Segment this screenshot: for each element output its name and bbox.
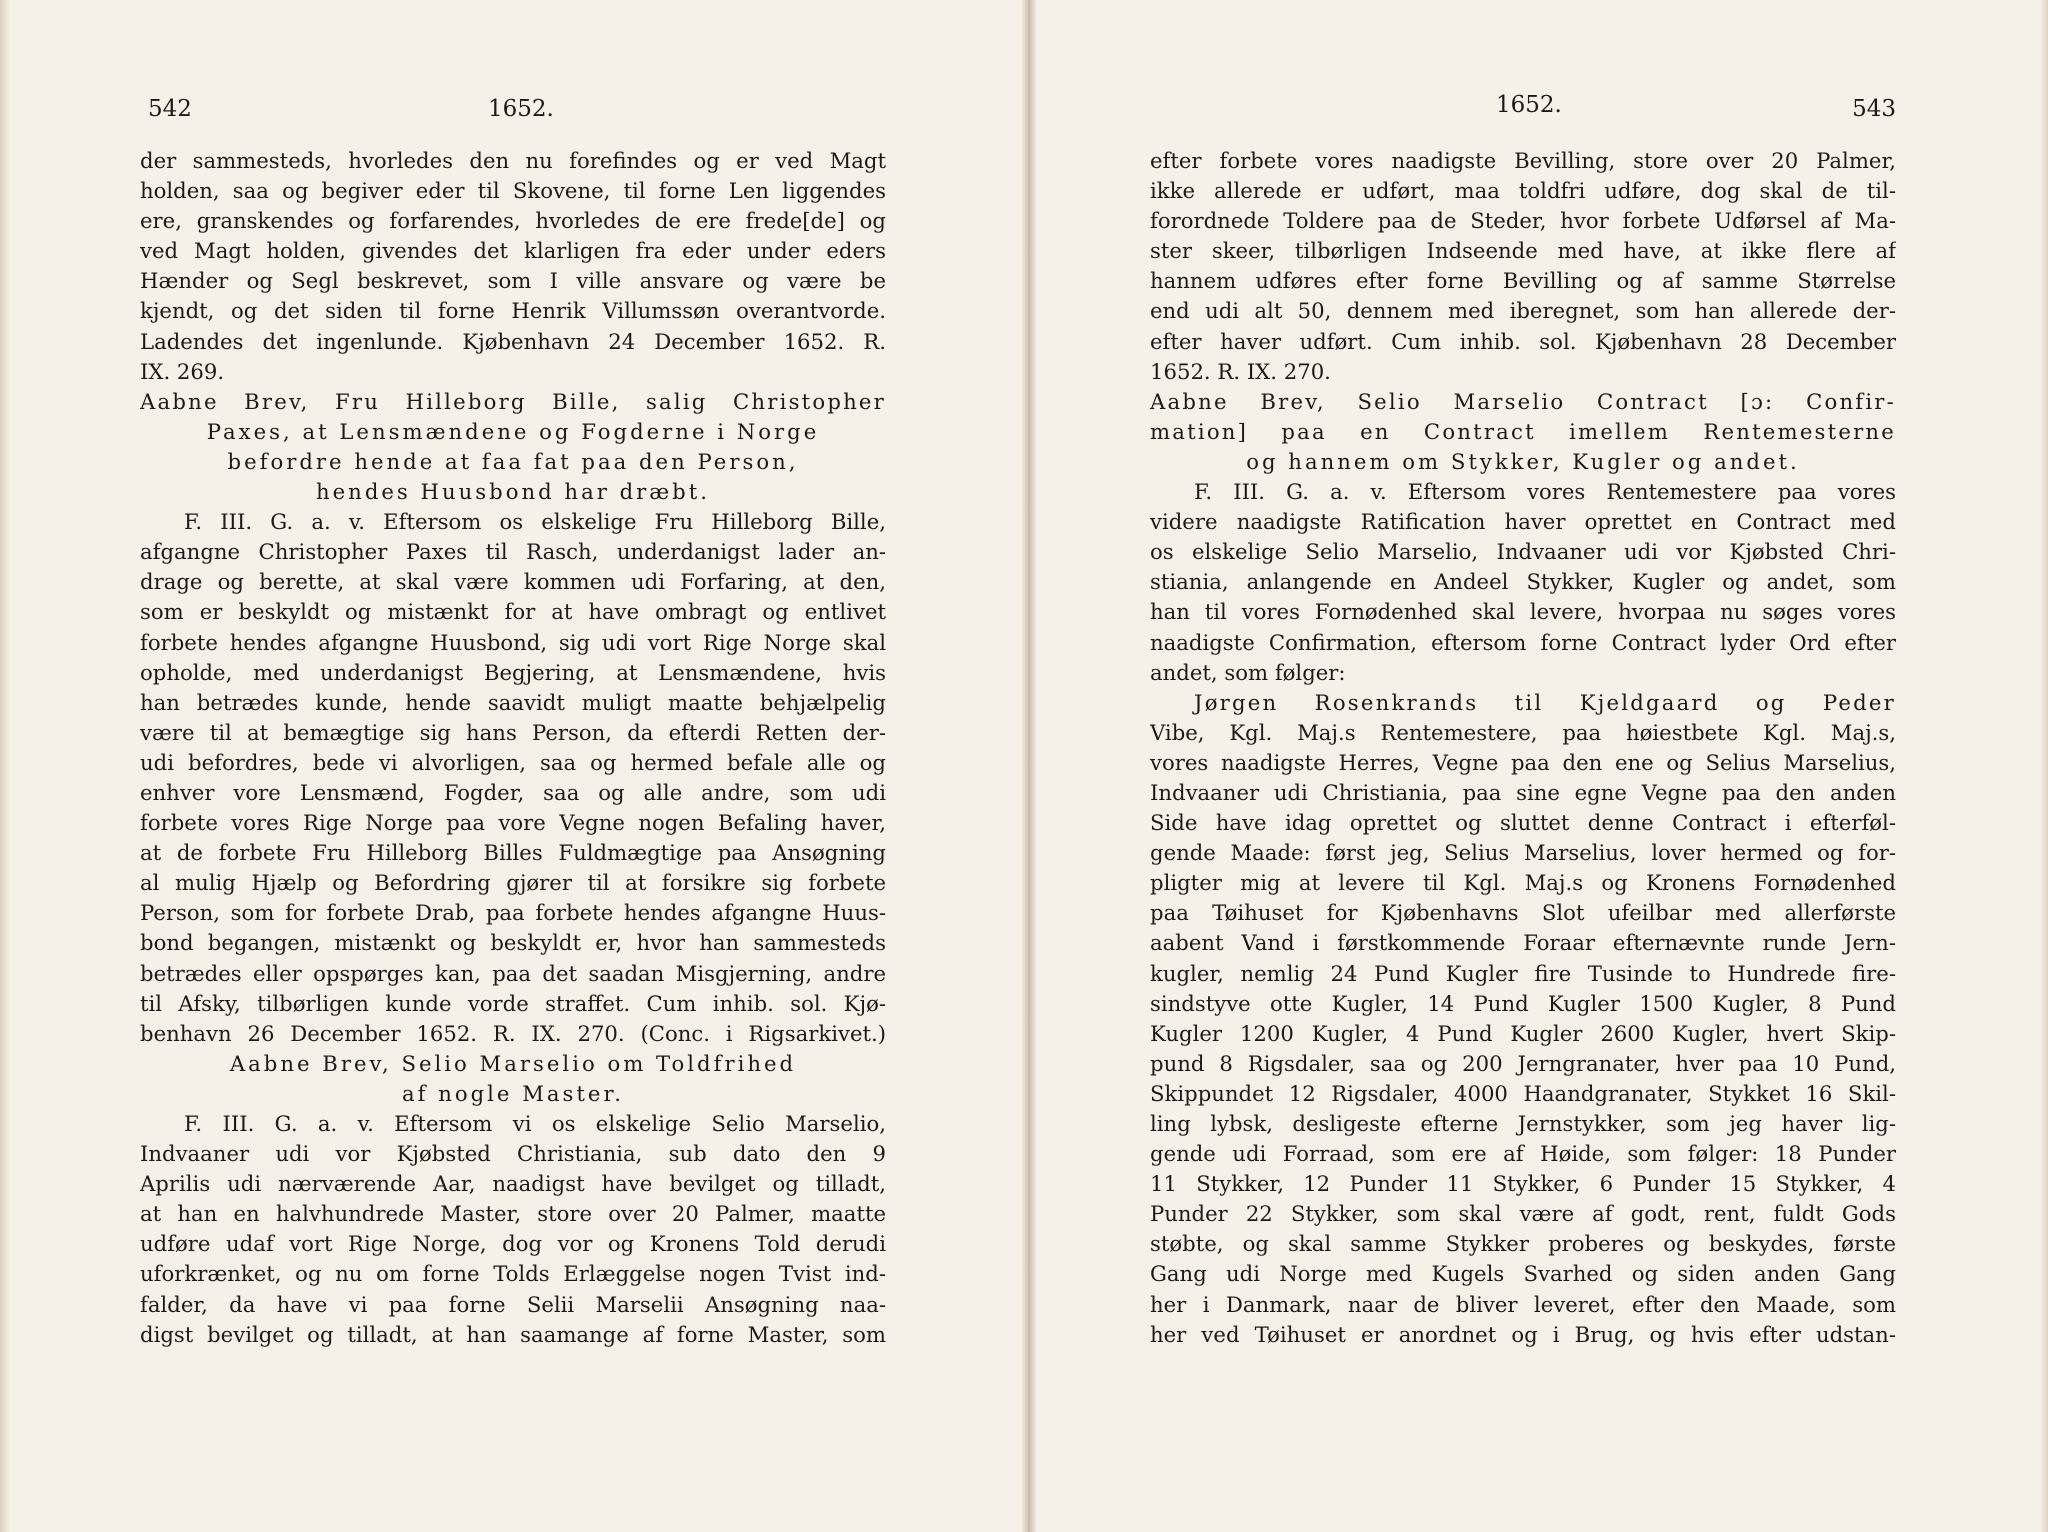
text-line: forbete vores Rige Norge paa vore Vegne nogen Befaling haver,: [140, 810, 886, 836]
text-line: at de forbete Fru Hilleborg Billes Fuldmægtige paa Ansøgning: [140, 840, 886, 866]
text-line: Punder 22 Stykker, som skal være af godt, rent, fuldt Gods: [1150, 1201, 1896, 1227]
text-line: Person, som for forbete Drab, paa forbete hendes afgangne Huus-: [140, 900, 886, 926]
text-line: Indvaaner udi Christiania, paa sine egne Vegne paa den anden: [1150, 779, 1896, 805]
text-line: drage og berette, at skal være kommen udi Forfaring, at den,: [140, 569, 886, 595]
left-running-year: 1652.: [488, 96, 554, 122]
text-line: F. III. G. a. v. Eftersom vi os elskelige Selio Marselio,: [184, 1111, 886, 1136]
text-line: ling lybsk, desligeste efterne Jernstykker, som jeg haver lig-: [1150, 1111, 1896, 1136]
text-line: digst bevilget og tilladt, at han saamange af forne Master, som: [140, 1321, 886, 1347]
text-line: end udi alt 50, dennem med iberegnet, som han allerede der-: [1150, 298, 1896, 324]
text-line: aabent Vand i førstkommende Foraar efternævnte runde Jern-: [1150, 930, 1896, 956]
text-line: Aabne Brev, Fru Hilleborg Bille, salig Christopher: [140, 388, 886, 414]
text-line: os elskelige Selio Marselio, Indvaaner udi vor Kjøbsted Chri-: [1150, 539, 1896, 565]
text-line: mation] paa en Contract imellem Rentemesterne: [1150, 418, 1896, 444]
text-line: af nogle Master.: [401, 1080, 624, 1106]
text-line: befordre hende at faa fat paa den Person,: [227, 448, 799, 474]
text-line: Side have idag oprettet og sluttet denne Contract i efterføl-: [1150, 810, 1896, 836]
text-line: andet, som følger:: [1150, 659, 1346, 685]
right-running-year: 1652.: [1496, 92, 1562, 118]
text-line: kugler, nemlig 24 Pund Kugler fire Tusinde to Hundrede fire-: [1150, 960, 1896, 986]
text-line: forbete hendes afgangne Huusbond, sig udi vort Rige Norge skal: [140, 629, 886, 655]
text-line: Gang udi Norge med Kugels Svarhed og siden anden Gang: [1150, 1261, 1896, 1287]
text-line: videre naadigste Ratification haver oprettet en Contract med: [1150, 509, 1896, 535]
text-line: al mulig Hjælp og Befordring gjører til at forsikre sig forbete: [140, 870, 886, 896]
left-page-body: [140, 146, 886, 1350]
text-line: hannem udføres efter forne Bevilling og af samme Størrelse: [1150, 268, 1896, 294]
text-line: efter forbete vores naadigste Bevilling, store over 20 Palmer,: [1150, 148, 1896, 173]
text-line: uforkrænket, og nu om forne Tolds Erlæggelse nogen Tvist ind-: [140, 1261, 886, 1287]
text-line: paa Tøihuset for Kjøbenhavns Slot ufeilbar med allerførste: [1150, 900, 1896, 926]
text-line: her ved Tøihuset er anordnet og i Brug, og hvis efter udstan-: [1150, 1321, 1896, 1347]
text-line: enhver vore Lensmænd, Fogder, saa og alle andre, som udi: [140, 779, 886, 805]
text-line: Paxes, at Lensmændene og Fogderne i Norge: [206, 418, 820, 444]
text-line: kjendt, og det siden til forne Henrik Villumssøn overantvorde.: [140, 298, 886, 324]
right-page: [1150, 92, 1896, 1350]
text-line: Aabne Brev, Selio Marselio om Toldfrihed: [229, 1050, 797, 1076]
text-line: 1652. R. IX. 270.: [1150, 358, 1331, 384]
left-page-header: [140, 92, 886, 132]
text-line: Jørgen Rosenkrands til Kjeldgaard og Peder: [1194, 689, 1896, 715]
text-line: Ladendes det ingenlunde. Kjøbenhavn 24 December 1652. R.: [140, 328, 886, 354]
text-line: F. III. G. a. v. Eftersom vores Rentemestere paa vores: [1194, 479, 1896, 505]
book-gutter: [1022, 0, 1036, 1532]
text-line: efter haver udført. Cum inhib. sol. Kjøbenhavn 28 December: [1150, 328, 1896, 354]
text-line: vores naadigste Herres, Vegne paa den ene og Selius Marselius,: [1150, 749, 1896, 775]
text-line: ikke allerede er udført, maa toldfri udføre, dog skal de til-: [1150, 178, 1896, 204]
text-line: Aprilis udi nærværende Aar, naadigst have bevilget og tilladt,: [140, 1171, 886, 1197]
right-page-body: [1150, 146, 1896, 1350]
text-line: Indvaaner udi vor Kjøbsted Christiania, sub dato den 9: [140, 1141, 886, 1167]
text-line: holden, saa og begiver eder til Skovene, til forne Len liggendes: [140, 178, 886, 204]
text-line: udføre udaf vort Rige Norge, dog vor og Kronens Told derudi: [140, 1231, 886, 1257]
text-line: benhavn 26 December 1652. R. IX. 270. (Conc. i Rigsarkivet.): [140, 1020, 886, 1046]
text-line: falder, da have vi paa forne Selii Marselii Ansøgning naa-: [140, 1291, 886, 1317]
text-line: IX. 269.: [140, 358, 225, 384]
text-line: som er beskyldt og mistænkt for at have ombragt og entlivet: [140, 599, 886, 625]
text-line: Vibe, Kgl. Maj.s Rentemestere, paa høiestbete Kgl. Maj.s,: [1150, 719, 1896, 745]
text-line: afgangne Christopher Paxes til Rasch, underdanigst lader an-: [140, 539, 886, 565]
text-line: her i Danmark, naar de bliver leveret, efter den Maade, som: [1150, 1291, 1896, 1317]
text-line: Hænder og Segl beskrevet, som I ville ansvare og være be: [140, 268, 886, 294]
text-line: der sammesteds, hvorledes den nu forefindes og er ved Magt: [140, 148, 886, 173]
text-line: ster skeer, tilbørligen Indseende med have, at ikke flere af: [1150, 238, 1896, 264]
text-line: og hannem om Stykker, Kugler og andet.: [1246, 448, 1800, 474]
right-edge-shadow: [2040, 0, 2048, 1532]
text-line: at han en halvhundrede Master, store over 20 Palmer, maatte: [140, 1201, 886, 1227]
text-line: opholde, med underdanigst Begjering, at Lensmændene, hvis: [140, 659, 886, 685]
text-line: være til at bemægtige sig hans Person, da efterdi Retten der-: [140, 719, 886, 745]
text-line: naadigste Confirmation, eftersom forne Contract lyder Ord efter: [1150, 629, 1896, 655]
right-page-number: 543: [1852, 96, 1896, 122]
right-page-header: [1150, 92, 1896, 132]
text-line: gende Maade: først jeg, Selius Marselius, lover hermed og for-: [1150, 840, 1896, 866]
text-line: betrædes eller opspørges kan, paa det saadan Misgjerning, andre: [140, 960, 886, 986]
text-line: stiania, anlangende en Andeel Stykker, Kugler og andet, som: [1150, 569, 1896, 595]
text-line: Aabne Brev, Selio Marselio Contract [ɔ: Confir-: [1150, 388, 1896, 414]
text-line: udi befordres, bede vi alvorligen, saa og hermed befale alle og: [140, 749, 886, 775]
left-page: [140, 92, 886, 1350]
text-line: han betrædes kunde, hende saavidt muligt maatte behjælpelig: [140, 689, 886, 715]
text-line: Kugler 1200 Kugler, 4 Pund Kugler 2600 Kugler, hvert Skip-: [1150, 1020, 1896, 1046]
text-line: sindstyve otte Kugler, 14 Pund Kugler 1500 Kugler, 8 Pund: [1150, 990, 1896, 1016]
text-line: til Afsky, tilbørligen kunde vorde straffet. Cum inhib. sol. Kjø-: [140, 990, 886, 1016]
text-line: bond begangen, mistænkt og beskyldt er, hvor han sammesteds: [140, 930, 886, 956]
text-line: Skippundet 12 Rigsdaler, 4000 Haandgranater, Stykket 16 Skil-: [1150, 1080, 1896, 1106]
text-line: ere, granskendes og forfarendes, hvorledes de ere frede[de] og: [140, 208, 886, 234]
text-line: pund 8 Rigsdaler, saa og 200 Jerngranater, hver paa 10 Pund,: [1150, 1050, 1896, 1076]
text-line: F. III. G. a. v. Eftersom os elskelige Fru Hilleborg Bille,: [184, 509, 886, 535]
text-line: forordnede Toldere paa de Steder, hvor forbete Udførsel af Ma-: [1150, 208, 1896, 234]
text-line: han til vores Fornødenhed skal levere, hvorpaa nu søges vores: [1150, 599, 1896, 625]
text-line: ved Magt holden, givendes det klarligen fra eder under eders: [140, 238, 886, 264]
text-line: gende udi Forraad, som ere af Høide, som følger: 18 Punder: [1150, 1141, 1896, 1167]
text-line: hendes Huusbond har dræbt.: [315, 479, 710, 505]
text-line: 11 Stykker, 12 Punder 11 Stykker, 6 Punder 15 Stykker, 4: [1150, 1171, 1896, 1197]
text-line: støbte, og skal samme Stykker proberes og beskydes, første: [1150, 1231, 1896, 1257]
left-page-number: 542: [148, 96, 192, 122]
text-line: pligter mig at levere til Kgl. Maj.s og Kronens Fornødenhed: [1150, 870, 1896, 896]
left-edge-shadow: [0, 0, 10, 1532]
